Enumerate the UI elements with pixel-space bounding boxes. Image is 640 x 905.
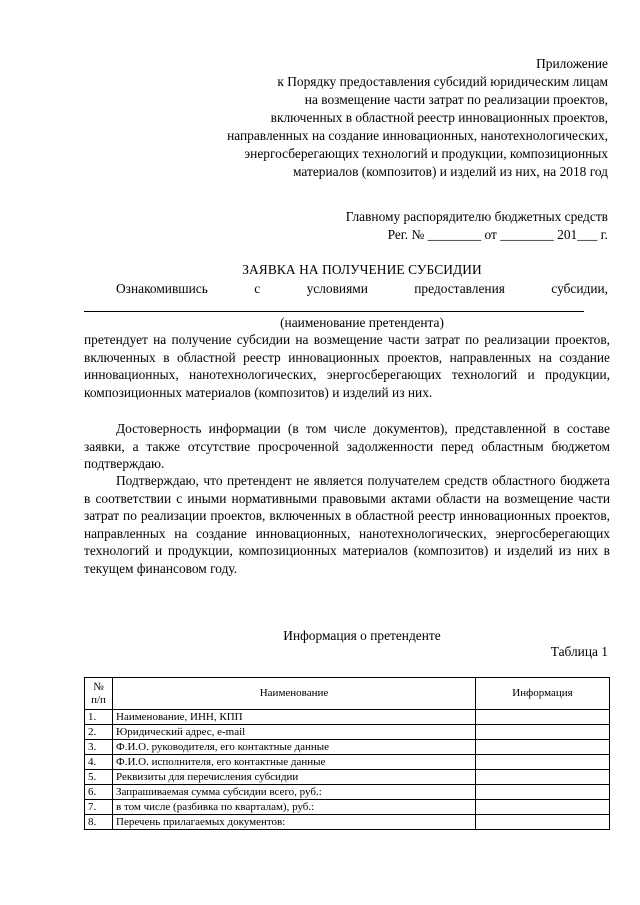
table-row — [85, 815, 610, 830]
intro-word: субсидии, — [551, 281, 608, 296]
row-info-cell[interactable] — [476, 740, 610, 755]
row-number: 3. — [85, 740, 113, 755]
table-row — [85, 725, 610, 740]
table-row — [85, 755, 610, 770]
appendix-line: направленных на создание инновационных, нанотехнологических, — [227, 128, 608, 143]
appendix-line: включенных в областной реестр инновационных проектов, — [270, 110, 608, 125]
appendix-header — [227, 55, 608, 181]
row-number: 5. — [85, 770, 113, 785]
row-name: в том числе (разбивка по кварталам), руб.: — [113, 800, 476, 815]
row-info-cell[interactable] — [476, 800, 610, 815]
row-info-cell[interactable] — [476, 755, 610, 770]
row-number: 7. — [85, 800, 113, 815]
row-name: Ф.И.О. руководителя, его контактные данные — [113, 740, 476, 755]
addressee-block — [346, 208, 608, 244]
intro-word: с — [254, 281, 261, 296]
table-row — [85, 770, 610, 785]
row-number: 4. — [85, 755, 113, 770]
table-header-row — [85, 678, 610, 710]
table-row — [85, 740, 610, 755]
row-info-cell[interactable] — [476, 725, 610, 740]
row-info-cell[interactable] — [476, 710, 610, 725]
appendix-line: на возмещение части затрат по реализации проектов, — [304, 92, 608, 107]
header-info: Информация — [476, 678, 610, 710]
row-info-cell[interactable] — [476, 815, 610, 830]
addressee-line: Главному распорядителю бюджетных средств — [345, 209, 608, 224]
appendix-line: к Порядку предоставления субсидий юридическим лицам — [277, 74, 608, 89]
header-number: № п/п — [85, 678, 113, 710]
row-name: Перечень прилагаемых документов: — [113, 815, 476, 830]
intro-word: предоставления — [414, 281, 505, 296]
row-name: Ф.И.О. исполнителя, его контактные данные — [113, 755, 476, 770]
row-info-cell[interactable] — [476, 785, 610, 800]
section-heading: Информация о претенденте — [283, 628, 441, 643]
table-row — [85, 785, 610, 800]
applicant-name-blank — [84, 311, 584, 312]
paragraph-claim: претендует на получение субсидии на возмещение части затрат по реализации проектов, включенных в областной реестр инновационных проектов, направленных на создание инновационных, нанотехнологических, энергосберегающих технологий и продукции, композиционных материалов (композитов) и изделий из них. — [84, 332, 610, 400]
appendix-line: Приложение — [536, 56, 608, 71]
intro-word: условиями — [306, 281, 368, 296]
row-number: 1. — [85, 710, 113, 725]
applicant-name-hint: (наименование претендента) — [280, 315, 444, 330]
document-title: ЗАЯВКА НА ПОЛУЧЕНИЕ СУБСИДИИ — [242, 262, 482, 277]
table-row — [85, 800, 610, 815]
row-number: 2. — [85, 725, 113, 740]
paragraph-reliability: Достоверность информации (в том числе документов), представленной в составе заявки, а также отсутствие просроченной задолженности перед областным бюджетом подтверждаю. — [84, 421, 610, 472]
table-row — [85, 710, 610, 725]
appendix-line: энергосберегающих технологий и продукции, композиционных — [244, 146, 608, 161]
row-number: 8. — [85, 815, 113, 830]
header-name: Наименование — [113, 678, 476, 710]
row-info-cell[interactable] — [476, 770, 610, 785]
row-name: Реквизиты для перечисления субсидии — [113, 770, 476, 785]
intro-word: Ознакомившись — [116, 281, 208, 296]
row-name: Наименование, ИНН, КПП — [113, 710, 476, 725]
row-name: Запрашиваемая сумма субсидии всего, руб.: — [113, 785, 476, 800]
applicant-info-table — [84, 677, 610, 830]
paragraph-confirmation: Подтверждаю, что претендент не является получателем средств областного бюджета в соответствии с иными нормативными правовыми актами области на возмещение части затрат по реализации проектов, включенных в областной реестр инновационных проектов, направленных на создание инновационных, нанотехнологических, энергосберегающих технологий и продукции, композиционных материалов (композитов) и изделий из них в текущем финансовом году. — [84, 473, 610, 576]
table-label: Таблица 1 — [550, 644, 608, 659]
registration-line: Рег. № ________ от ________ 201___ г. — [387, 227, 608, 242]
intro-line — [84, 280, 608, 297]
appendix-line: материалов (композитов) и изделий из них, на 2018 год — [293, 164, 608, 179]
row-number: 6. — [85, 785, 113, 800]
row-name: Юридический адрес, e-mail — [113, 725, 476, 740]
